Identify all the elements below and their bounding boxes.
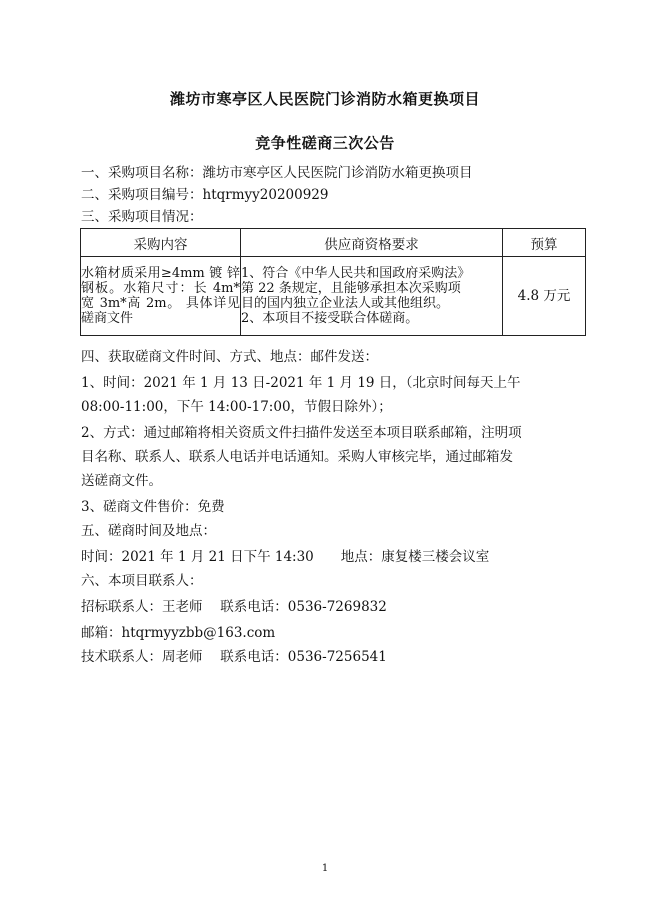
price-line: 3、磋商文件售价：免费 (81, 499, 225, 515)
content-line: 锌钢板。水箱尺寸：长 (81, 266, 241, 296)
time-line-2: 08:00-11:00，下午 14:00-17:00，节假日除外）； (81, 399, 392, 415)
content-line: 水箱材质采用≥4mm 镀 (81, 266, 223, 281)
cell-supplier-requirements (241, 257, 503, 336)
method-line-3: 送磋商文件。 (81, 473, 162, 489)
method-line-1: 2、方式：通过邮箱将相关资质文件扫描件发送至本项目联系邮箱，注明项 (81, 425, 522, 441)
document-title: 潍坊市寒亭区人民医院门诊消防水箱更换项目 (169, 90, 480, 108)
project-name-line: 一、采购项目名称：潍坊市寒亭区人民医院门诊消防水箱更换项目 (81, 165, 473, 181)
tech-contact-line: 技术联系人：周老师 联系电话：0536-7256541 (81, 649, 387, 665)
requirement-line: 2、本项目不接受联合体磋商。 (241, 311, 419, 326)
page-number: 1 (321, 863, 329, 874)
requirement-line: 第 22 条规定，且能够承担本次采购项 (241, 281, 461, 296)
procurement-table (80, 228, 586, 336)
bid-contact-line: 招标联系人：王老师 联系电话：0536-7269832 (81, 599, 387, 615)
time-place-heading: 五、磋商时间及地点： (81, 523, 216, 539)
email-line: 邮箱：htqrmyyzbb@163.com (81, 625, 276, 641)
requirement-line: 1、符合《中华人民共和国政府采购法》 (241, 266, 471, 281)
time-place-line: 时间：2021 年 1 月 21 日下午 14:30 地点：康复楼三楼会议室 (81, 549, 490, 565)
cell-procurement-content (81, 257, 241, 336)
header-procurement-content: 采购内容 (81, 229, 241, 257)
table-row (81, 257, 586, 336)
cell-budget: 4.8 万元 (503, 257, 586, 336)
contacts-heading: 六、本项目联系人： (81, 573, 203, 589)
time-line-1: 1、时间：2021 年 1 月 13 日-2021 年 1 月 19 日，（北京时间每天上午 (81, 375, 521, 391)
content-line: 4m*宽 3m*高 2m。 (81, 281, 240, 311)
header-supplier-requirements: 供应商资格要求 (241, 229, 503, 257)
document-subtitle: 竞争性磋商三次公告 (255, 134, 395, 152)
header-budget: 预算 (503, 229, 586, 257)
table-header-row (81, 229, 586, 257)
requirement-line: 目的国内独立企业法人或其他组织。 (241, 296, 450, 311)
obtain-docs-heading: 四、获取磋商文件时间、方式、地点：邮件发送： (81, 349, 378, 365)
method-line-2: 目名称、联系人、联系人电话并电话通知。采购人审核完毕，通过邮箱发 (81, 449, 513, 465)
project-situation-heading: 三、采购项目情况： (81, 209, 203, 225)
content-line: 具体详见磋商文件 (81, 296, 240, 326)
project-number-line: 二、采购项目编号：htqrmyy20200929 (81, 187, 329, 203)
